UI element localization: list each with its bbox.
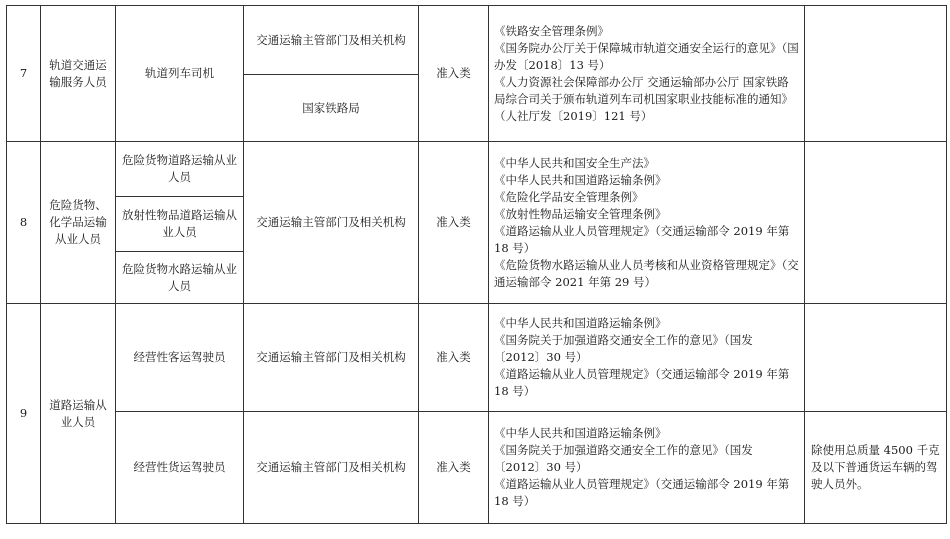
category-cell: 道路运输从业人员 (41, 304, 116, 524)
department-cell: 交通运输主管部门及相关机构 (244, 412, 419, 524)
sub-category-cell: 轨道列车司机 (116, 6, 244, 142)
basis-cell (489, 412, 805, 524)
department-cell: 国家铁路局 (244, 75, 419, 142)
sub-category-cell: 危险货物水路运输从业人员 (116, 252, 244, 304)
department-cell: 交通运输主管部门及相关机构 (244, 6, 419, 75)
department-cell: 交通运输主管部门及相关机构 (244, 304, 419, 412)
basis-line: 《国务院关于加强道路交通安全工作的意见》（国发〔2012〕30 号） (494, 333, 753, 364)
qualification-table (6, 5, 947, 524)
basis-line: 《中华人民共和国道路运输条例》 (494, 316, 667, 330)
type-cell: 准入类 (419, 412, 489, 524)
table-row-9b (7, 412, 947, 524)
row-number: 7 (7, 6, 41, 142)
basis-line: 《危险化学品安全管理条例》 (494, 189, 644, 204)
row-number: 8 (7, 142, 41, 304)
sub-category-cell: 危险货物道路运输从业人员 (116, 142, 244, 197)
type-cell: 准入类 (419, 6, 489, 142)
basis-cell (489, 142, 805, 304)
remark-cell (805, 304, 947, 412)
sub-category-cell: 经营性货运驾驶员 (116, 412, 244, 524)
basis-line: 《中华人民共和国道路运输条例》 (494, 172, 667, 187)
basis-line: 《道路运输从业人员管理规定》（交通运输部令 2019 年第 18 号） (494, 477, 790, 508)
remark-cell (805, 142, 947, 304)
basis-line: 《中华人民共和国道路运输条例》 (494, 426, 667, 440)
row-number: 9 (7, 304, 41, 524)
category-cell: 危险货物、化学品运输从业人员 (41, 142, 116, 304)
category-cell: 轨道交通运输服务人员 (41, 6, 116, 142)
basis-line: 《国务院办公厅关于保障城市轨道交通安全运行的意见》（国办发〔2018〕13 号） (494, 40, 799, 72)
sub-category-cell: 经营性客运驾驶员 (116, 304, 244, 412)
basis-line: 《铁路安全管理条例》 (494, 23, 609, 38)
basis-line: 《放射性物品运输安全管理条例》 (494, 206, 667, 221)
department-cell: 交通运输主管部门及相关机构 (244, 142, 419, 304)
table-row-7 (7, 6, 947, 75)
table-row-8 (7, 142, 947, 197)
basis-line: 《道路运输从业人员管理规定》（交通运输部令 2019 年第 18 号） (494, 367, 790, 398)
basis-cell (489, 6, 805, 142)
table-row-9 (7, 304, 947, 412)
type-cell: 准入类 (419, 142, 489, 304)
basis-line: 《危险货物水路运输从业人员考核和从业资格管理规定》（交通运输部令 2021 年第 29 号） (494, 257, 799, 289)
basis-cell (489, 304, 805, 412)
basis-line: 《中华人民共和国安全生产法》 (494, 155, 655, 170)
remark-cell (805, 6, 947, 142)
type-cell: 准入类 (419, 304, 489, 412)
sub-category-cell: 放射性物品道路运输从业人员 (116, 197, 244, 252)
basis-line: 《人力资源社会保障部办公厅 交通运输部办公厅 国家铁路局综合司关于颁布轨道列车司机国家职业技能标准的通知》（人社厅发〔2019〕121 号） (494, 74, 793, 123)
remark-cell: 除使用总质量 4500 千克及以下普通货运车辆的驾驶人员外。 (805, 412, 947, 524)
basis-line: 《国务院关于加强道路交通安全工作的意见》（国发〔2012〕30 号） (494, 443, 753, 474)
basis-line: 《道路运输从业人员管理规定》（交通运输部令 2019 年第 18 号） (494, 223, 790, 255)
